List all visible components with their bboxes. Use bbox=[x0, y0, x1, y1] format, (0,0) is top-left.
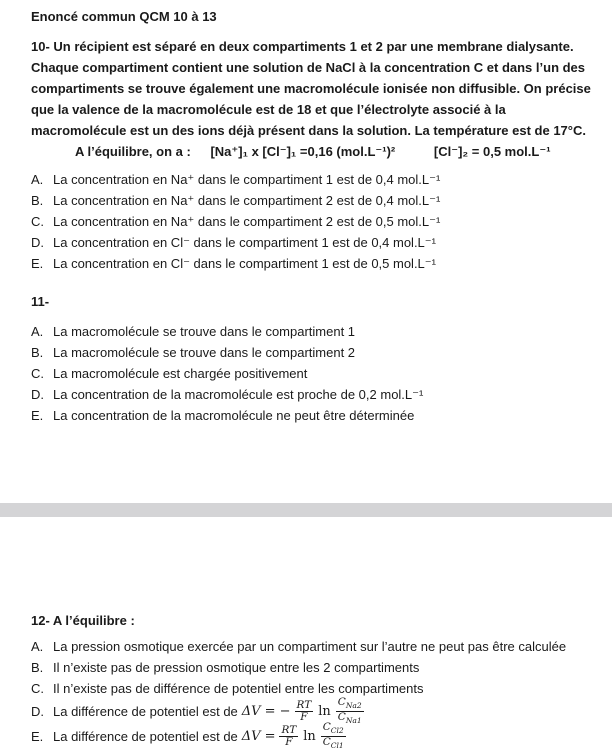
option-letter: E. bbox=[31, 256, 44, 271]
q11-option-row-c bbox=[31, 363, 581, 384]
option-letter: B. bbox=[31, 660, 44, 675]
fraction-numerator: RT bbox=[296, 699, 312, 711]
option-letter: C. bbox=[31, 214, 44, 229]
equals-minus-sign: = − bbox=[264, 704, 291, 719]
option-text: La macromolécule se trouve dans le compartiment 1 bbox=[53, 324, 356, 339]
q12-option-row-b bbox=[31, 657, 581, 678]
q10-option-row-d bbox=[31, 232, 581, 253]
equilibrium-relation-2: [Cl⁻]₂ = 0,5 mol.L⁻¹ bbox=[433, 144, 551, 159]
exam-section-title: Enoncé commun QCM 10 à 13 bbox=[31, 9, 217, 24]
option-letter: C. bbox=[31, 681, 44, 696]
option-text: La concentration de la macromolécule est proche de 0,2 mol.L⁻¹ bbox=[53, 387, 424, 402]
concentration-subscript: Cl2 bbox=[330, 726, 344, 735]
fraction-denominator bbox=[321, 737, 346, 750]
option-letter: B. bbox=[31, 193, 44, 208]
q11-option-row-e bbox=[31, 405, 581, 426]
page-break-separator bbox=[0, 503, 612, 517]
delta-v-variable: ΔV bbox=[241, 729, 261, 744]
option-text: La concentration en Cl⁻ dans le compartiment 1 est de 0,5 mol.L⁻¹ bbox=[53, 256, 436, 271]
q10-option-row-a bbox=[31, 169, 581, 190]
concentration-subscript: Cl1 bbox=[330, 741, 344, 750]
concentration-symbol: C bbox=[322, 736, 331, 748]
option-text: Il n’existe pas de pression osmotique entre les 2 compartiments bbox=[53, 660, 420, 675]
fraction-numerator bbox=[336, 697, 364, 712]
question-10-stem-line: 10- Un récipient est séparé en deux compartiments 1 et 2 par une membrane dialysante. bbox=[31, 39, 574, 54]
fraction-ccl2-over-ccl1 bbox=[321, 722, 346, 750]
question-10-options bbox=[31, 169, 581, 274]
q11-option-row-b bbox=[31, 342, 581, 363]
option-letter: A. bbox=[31, 639, 44, 654]
question-12-options bbox=[31, 636, 581, 749]
q12-option-row-c bbox=[31, 678, 581, 699]
option-letter: A. bbox=[31, 324, 44, 339]
question-10-stem-line: Chaque compartiment contient une solution de NaCl à la concentration C et dans l’un des bbox=[31, 60, 586, 75]
option-letter: C. bbox=[31, 366, 44, 381]
ln-operator: ln bbox=[318, 704, 331, 719]
option-letter: A. bbox=[31, 172, 44, 187]
option-text: La concentration en Cl⁻ dans le compartiment 1 est de 0,4 mol.L⁻¹ bbox=[53, 235, 436, 250]
fraction-rt-over-f bbox=[295, 700, 314, 723]
option-text: La différence de potentiel est de bbox=[53, 704, 238, 719]
ln-operator: ln bbox=[303, 729, 316, 744]
q12-option-row-d bbox=[31, 695, 581, 726]
option-text: La macromolécule se trouve dans le compartiment 2 bbox=[53, 345, 356, 360]
question-11-number: 11- bbox=[31, 294, 50, 309]
q10-option-row-c bbox=[31, 211, 581, 232]
option-letter: B. bbox=[31, 345, 44, 360]
option-text: La différence de potentiel est de bbox=[53, 729, 238, 744]
option-text: La concentration en Na⁺ dans le compartiment 1 est de 0,4 mol.L⁻¹ bbox=[53, 172, 441, 187]
option-letter: D. bbox=[31, 704, 44, 719]
option-text: Il n’existe pas de différence de potentiel entre les compartiments bbox=[53, 681, 424, 696]
q10-option-row-e bbox=[31, 253, 581, 274]
concentration-symbol: C bbox=[337, 695, 346, 708]
q10-option-row-b bbox=[31, 190, 581, 211]
q11-option-row-a bbox=[31, 321, 581, 342]
option-letter: E. bbox=[31, 408, 44, 423]
fraction-rt-over-f bbox=[279, 725, 298, 748]
option-letter: E. bbox=[31, 729, 44, 744]
option-text: La concentration de la macromolécule ne peut être déterminée bbox=[53, 408, 415, 423]
fraction-numerator bbox=[321, 722, 346, 737]
question-12-heading: 12- A l’équilibre : bbox=[31, 613, 135, 628]
option-text: La concentration en Na⁺ dans le compartiment 2 est de 0,5 mol.L⁻¹ bbox=[53, 214, 441, 229]
equilibrium-equation-line bbox=[31, 141, 581, 162]
question-10-stem bbox=[31, 36, 591, 141]
fraction-denominator: F bbox=[285, 736, 293, 748]
equilibrium-relation-1: [Na⁺]₁ x [Cl⁻]₁ =0,16 (mol.L⁻¹)² bbox=[210, 144, 396, 159]
option-letter: D. bbox=[31, 387, 44, 402]
concentration-symbol: C bbox=[322, 720, 331, 733]
option-text: La concentration en Na⁺ dans le compartiment 2 est de 0,4 mol.L⁻¹ bbox=[53, 193, 441, 208]
equals-sign: = bbox=[264, 729, 276, 744]
concentration-symbol: C bbox=[337, 711, 346, 723]
delta-v-variable: ΔV bbox=[241, 704, 261, 719]
option-text: La pression osmotique exercée par un compartiment sur l’autre ne peut pas être calculée bbox=[53, 639, 567, 654]
concentration-subscript: Na1 bbox=[345, 716, 362, 726]
equilibrium-prefix: A l’équilibre, on a : bbox=[75, 144, 191, 159]
option-text: La macromolécule est chargée positivement bbox=[53, 366, 308, 381]
q11-option-row-d bbox=[31, 384, 581, 405]
question-11-options bbox=[31, 321, 581, 426]
option-letter: D. bbox=[31, 235, 44, 250]
concentration-subscript: Na2 bbox=[345, 701, 362, 710]
fraction-denominator: F bbox=[300, 711, 308, 723]
question-10-stem-line: macromolécule est un des ions déjà présent dans la solution. La température est de 17°C. bbox=[31, 123, 586, 138]
question-10-stem-line: que la valence de la macromolécule est de 18 et que l’électrolyte associé à la bbox=[31, 102, 506, 117]
question-10-stem-line: compartiments se trouve également une macromolécule ionisée non diffusible. On précise bbox=[31, 81, 591, 96]
fraction-numerator: RT bbox=[281, 724, 297, 736]
q12-option-row-a bbox=[31, 636, 581, 657]
